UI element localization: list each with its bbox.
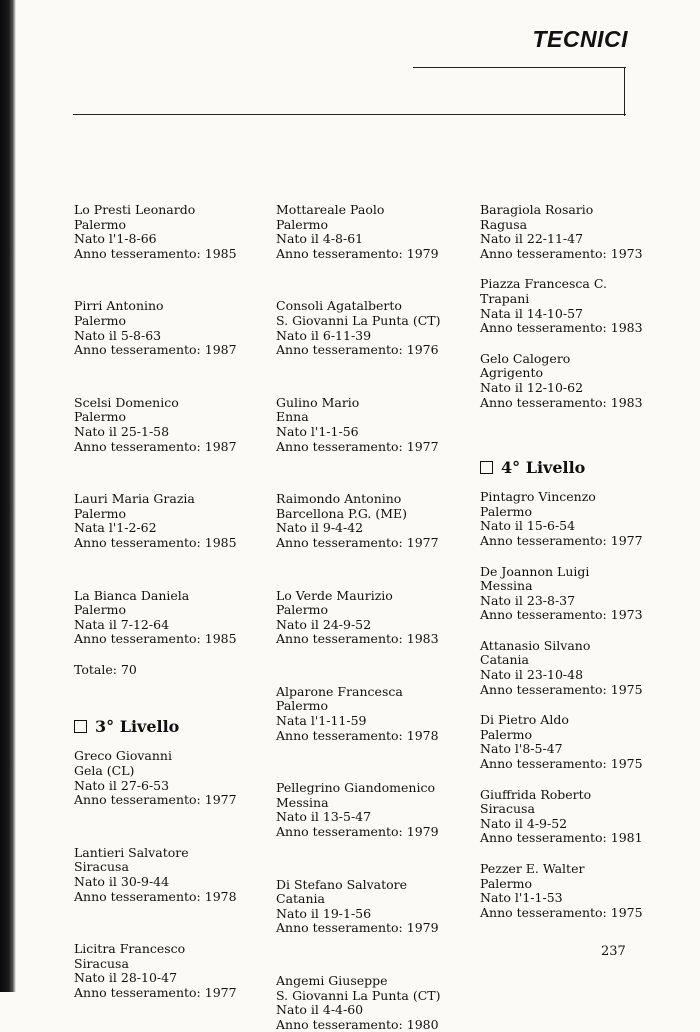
entry-name: Lo Verde Maurizio — [276, 587, 393, 603]
entry-city: Catania — [276, 891, 325, 907]
entry-year: Anno tesseramento: 1977 — [276, 438, 439, 454]
entry-year: Anno tesseramento: 1977 — [74, 792, 237, 808]
entry-city: Palermo — [74, 409, 127, 425]
entry-name: Di Stefano Salvatore — [276, 876, 408, 892]
entry-year: Anno tesseramento: 1985 — [74, 631, 237, 647]
entry-birth: Nato il 25-1-58 — [74, 423, 170, 439]
entry-name: Pirri Antonino — [74, 298, 164, 314]
checkbox-square-icon — [74, 720, 87, 733]
section-heading-label: 3° Livello — [95, 716, 180, 736]
entry-year: Anno tesseramento: 1977 — [480, 532, 643, 548]
entry-name: Lo Presti Leonardo — [74, 202, 196, 217]
entry-year: Anno tesseramento: 1987 — [74, 342, 237, 358]
entry-city: Gela (CL) — [74, 763, 135, 779]
entry-year: Anno tesseramento: 1978 — [276, 727, 439, 743]
list-item — [480, 277, 670, 335]
entry-year: Anno tesseramento: 1976 — [276, 342, 439, 358]
entry-name: Attanasio Silvano — [480, 637, 591, 653]
list-item — [74, 589, 264, 647]
entry-birth: Nato il 23-8-37 — [480, 592, 576, 608]
entry-year: Anno tesseramento: 1985 — [74, 245, 237, 261]
entry-city: Ragusa — [480, 216, 528, 232]
list-item — [276, 781, 466, 839]
entry-name: Alparone Francesca — [276, 683, 403, 699]
entry-name: Licitra Francesco — [74, 941, 186, 957]
list-item — [480, 788, 670, 846]
entry-birth: Nato il 19-1-56 — [276, 905, 372, 921]
list-item — [276, 685, 466, 743]
section-heading-label: 4° Livello — [501, 457, 586, 477]
entry-name: Angemi Giuseppe — [276, 973, 388, 988]
entry-city: Palermo — [74, 602, 127, 618]
entry-birth: Nato il 4-8-61 — [276, 231, 364, 247]
entry-year: Anno tesseramento: 1979 — [276, 920, 439, 936]
entry-city: Palermo — [74, 216, 127, 232]
entry-birth: Nata l'1-11-59 — [276, 713, 367, 729]
entry-birth: Nato l'8-5-47 — [480, 741, 563, 757]
list-item — [276, 492, 466, 550]
entry-birth: Nato l'1-1-56 — [276, 423, 359, 439]
entry-year: Anno tesseramento: 1979 — [276, 245, 439, 261]
entry-name: Di Pietro Aldo — [480, 712, 569, 728]
list-item — [276, 878, 466, 936]
section-heading-4-livello — [480, 456, 670, 478]
header-rule-right — [624, 67, 625, 116]
entry-year: Anno tesseramento: 1987 — [74, 438, 237, 454]
entry-birth: Nato il 13-5-47 — [276, 809, 372, 825]
entry-birth: Nato l'1-8-66 — [74, 231, 157, 247]
list-item — [74, 492, 264, 550]
entry-city: Palermo — [74, 312, 127, 328]
checkbox-square-icon — [480, 461, 493, 474]
entry-year: Anno tesseramento: 1983 — [480, 320, 643, 336]
entry-name: Scelsi Domenico — [74, 394, 179, 410]
list-item — [480, 490, 670, 548]
entry-birth: Nato il 4-9-52 — [480, 815, 568, 831]
entry-year: Anno tesseramento: 1978 — [74, 888, 237, 904]
entry-name: Pintagro Vincenzo — [480, 489, 596, 505]
entry-year: Anno tesseramento: 1977 — [74, 985, 237, 1000]
entry-city: Messina — [480, 578, 533, 594]
list-item — [480, 565, 670, 623]
page-number: 237 — [601, 944, 626, 959]
entry-birth: Nata il 14-10-57 — [480, 305, 583, 321]
entry-name: Giuffrida Roberto — [480, 786, 592, 802]
entry-city: Palermo — [276, 698, 329, 714]
entry-birth: Nato il 30-9-44 — [74, 874, 170, 890]
entry-name: Baragiola Rosario — [480, 202, 594, 217]
list-item — [74, 396, 264, 454]
entry-birth: Nato il 15-6-54 — [480, 518, 576, 534]
column-3 — [480, 203, 670, 920]
entry-city: Siracusa — [480, 801, 535, 817]
entry-name: Raimondo Antonino — [276, 491, 402, 507]
entry-name: La Bianca Daniela — [74, 587, 190, 603]
entry-year: Anno tesseramento: 1975 — [480, 904, 643, 920]
entry-year: Anno tesseramento: 1979 — [276, 824, 439, 840]
entry-birth: Nato il 4-4-60 — [276, 1002, 364, 1018]
entry-city: Messina — [276, 794, 329, 810]
entry-name: Pezzer E. Walter — [480, 861, 585, 876]
entry-birth: Nato l'1-1-53 — [480, 890, 563, 906]
entry-birth: Nato il 28-10-47 — [74, 970, 178, 986]
list-item — [276, 299, 466, 357]
entry-year: Anno tesseramento: 1983 — [276, 631, 439, 647]
list-item — [74, 203, 264, 261]
entry-name: Mottareale Paolo — [276, 202, 385, 217]
entry-birth: Nato il 6-11-39 — [276, 327, 372, 343]
list-item — [480, 639, 670, 697]
entry-year: Anno tesseramento: 1983 — [480, 394, 643, 410]
entry-name: Greco Giovanni — [74, 748, 172, 764]
entry-year: Anno tesseramento: 1973 — [480, 607, 643, 623]
entry-name: Lantieri Salvatore — [74, 844, 189, 860]
column-2 — [276, 203, 466, 1032]
entry-city: Palermo — [480, 875, 533, 891]
book-spine-shadow — [0, 0, 16, 992]
page-title: TECNICI — [532, 26, 628, 52]
entry-city: Palermo — [74, 505, 127, 521]
entry-name: Gulino Mario — [276, 394, 360, 410]
entry-year: Anno tesseramento: 1973 — [480, 245, 643, 261]
entry-year: Anno tesseramento: 1975 — [480, 756, 643, 772]
entry-city: Catania — [480, 652, 529, 668]
entry-year: Anno tesseramento: 1981 — [480, 830, 643, 846]
entry-name: Gelo Calogero — [480, 350, 571, 366]
list-item — [276, 396, 466, 454]
entry-name: De Joannon Luigi — [480, 563, 590, 579]
entry-birth: Nato il 9-4-42 — [276, 520, 364, 536]
entry-city: Siracusa — [74, 955, 129, 971]
list-item — [480, 862, 670, 920]
entry-year: Anno tesseramento: 1977 — [276, 534, 439, 550]
entry-birth: Nata il 7-12-64 — [74, 616, 170, 632]
column-1 — [74, 203, 264, 1001]
entry-birth: Nato il 24-9-52 — [276, 616, 372, 632]
entry-name: Lauri Maria Grazia — [74, 491, 195, 507]
entry-birth: Nato il 5-8-63 — [74, 327, 162, 343]
entry-city: Palermo — [276, 602, 329, 618]
list-item — [276, 974, 466, 1032]
entry-birth: Nata l'1-2-62 — [74, 520, 157, 536]
entry-city: Trapani — [480, 290, 530, 306]
list-item — [276, 589, 466, 647]
entry-city: Siracusa — [74, 859, 129, 875]
entry-name: Piazza Francesca C. — [480, 276, 607, 292]
entry-city: S. Giovanni La Punta (CT) — [276, 312, 441, 328]
entry-city: Barcellona P.G. (ME) — [276, 505, 408, 521]
entry-city: Enna — [276, 409, 309, 425]
header-rule-bottom — [73, 114, 626, 115]
entry-city: S. Giovanni La Punta (CT) — [276, 987, 441, 1003]
entry-city: Palermo — [480, 503, 533, 519]
entry-year: Anno tesseramento: 1980 — [276, 1016, 439, 1032]
entry-year: Anno tesseramento: 1985 — [74, 534, 237, 550]
section-heading-3-livello — [74, 715, 264, 737]
list-item — [74, 846, 264, 904]
list-item — [74, 749, 264, 807]
entry-birth: Nato il 23-10-48 — [480, 667, 584, 683]
entry-city: Agrigento — [480, 365, 544, 381]
list-item — [480, 713, 670, 771]
entry-birth: Nato il 22-11-47 — [480, 231, 584, 247]
entry-birth: Nato il 12-10-62 — [480, 379, 584, 395]
entry-name: Consoli Agatalberto — [276, 298, 402, 314]
list-item — [276, 203, 466, 261]
entry-name: Pellegrino Giandomenico — [276, 780, 436, 796]
list-item — [480, 352, 670, 410]
entry-city: Palermo — [276, 216, 329, 232]
entry-birth: Nato il 27-6-53 — [74, 777, 170, 793]
total-count: Totale: 70 — [74, 661, 137, 677]
list-item — [480, 203, 670, 261]
list-item — [74, 299, 264, 357]
entry-city: Palermo — [480, 726, 533, 742]
header-rule-top — [413, 67, 626, 68]
entry-year: Anno tesseramento: 1975 — [480, 681, 643, 697]
